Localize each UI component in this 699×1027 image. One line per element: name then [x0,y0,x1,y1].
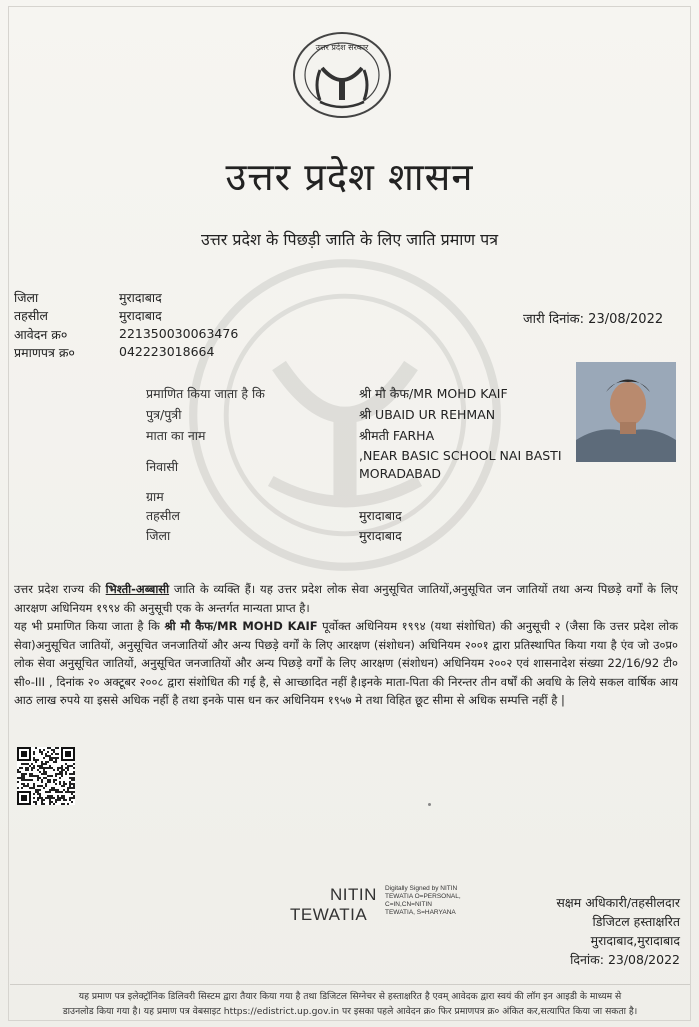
footer-divider [10,984,690,985]
caste-paragraph-end: जाति के व्यक्ति हैं। यह उत्तर प्रदेश लोक सेवा अनुसूचित जातियों,अनुसूचित जन जातियों तथा अन्य पिछड़े वर्गों के लिए आरक्षण अधिनियम १९९४ की अनुसूची एक के अन्तर्गत मान्यता प्राप्त है। [14,582,678,615]
tehsil-label: तहसील [14,308,48,323]
authority-block [500,893,680,969]
signer-name-line2: TEWATIA [290,905,368,924]
details-tehsil-value: मुरादाबाद [359,508,402,523]
certification-name: श्री मौ कैफ/MR MOHD KAIF [164,619,318,633]
applicant-photo [576,362,676,462]
authority-date: दिनांक: 23/08/2022 [570,952,680,967]
authority-digital-signed: डिजिटल हस्ताक्षरित [592,914,680,929]
caste-paragraph [14,580,678,617]
mother-label: माता का नाम [146,428,206,443]
child-of-label: पुत्र/पुत्री [146,407,182,422]
application-number-label: आवेदन क्र० [14,327,68,342]
footer-line2: डाउनलोड किया गया है। यह प्रमाण पत्र वेबसाइट https://edistrict.up.gov.in पर इसका पहले आवेदन क्र० फिर प्रमाणपत्र क्र० अंकित कर,सत्यापित किया जा सकता है। [62,1006,638,1017]
page-title: उत्तर प्रदेश शासन [225,155,474,199]
digital-sign-line3: C=IN,CN=NITIN [385,901,432,908]
person-photo-icon [576,362,676,462]
application-number-value: 221350030063476 [119,326,239,341]
up-government-emblem-icon [290,30,394,120]
caste-name: भिश्ती-अब्बासी [105,582,170,596]
authority-location: मुरादाबाद,मुरादाबाद [590,933,680,948]
resident-address-line2: MORADABAD [359,466,442,481]
district-label: जिला [14,290,39,305]
tehsil-value: मुरादाबाद [119,308,162,323]
certified-label: प्रमाणित किया जाता है कि [146,386,265,401]
mother-name: श्रीमती FARHA [359,428,435,443]
certification-paragraph-start: यह भी प्रमाणित किया जाता है कि [14,619,165,633]
caste-paragraph-start: उत्तर प्रदेश राज्य की [14,582,106,596]
digital-sign-line1: Digitally Signed by NITIN [385,885,458,892]
village-label: ग्राम [146,489,164,504]
details-district-value: मुरादाबाद [359,528,402,543]
certificate-number-label: प्रमाणपत्र क्र० [14,345,75,360]
father-name: श्री UBAID UR REHMAN [359,407,496,422]
certification-paragraph-end: पूर्वोक्त अधिनियम १९९४ (यथा संशोधित) की अनुसूची २ (जैसा कि उत्तर प्रदेश लोक सेवा)अनुसूचित जातियों, अनुसूचित जनजातियों और अन्य पिछड़े वर्गों के लिए आरक्षण (संशोधन) अधिनियम २००१ द्वारा प्रतिस्थापित किया गया है एंव जो उ०प्र० लोक सेवा अनुसूचित जातियों, अनुसूचित जनजातियों और अन्य पिछड़े वर्गों के लिए आरक्षण (संशोधन) अधिनियम २००२ एवं शासनादेश संख्या 22/16/92 टी० सी०-III , दिनांक २० अक्टूबर २००८ द्वारा संशोधित की गई है, से आच्छादित नहीं है।इनके माता-पिता की निरन्तर तीन वर्षों की अवधि के लिये सकल वार्षिक आय आठ लाख रुपये या इससे अधिक नहीं है तथा इनके पास धन कर अधिनियम १९५७ मे तथा विहित छूट सीमा से अधिक सम्पत्ति नहीं है | [14,619,679,707]
resident-label: निवासी [146,459,179,474]
signer-name-line1: NITIN [330,885,377,904]
digital-signature [290,885,490,935]
qr-code-icon [17,747,75,805]
authority-title: सक्षम अधिकारी/तहसीलदार [556,895,680,910]
certificate-number-value: 042223018664 [119,344,215,359]
details-tehsil-label: तहसील [146,508,180,523]
certified-name: श्री मौ कैफ/MR MOHD KAIF [359,386,508,401]
svg-text:उत्तर प्रदेश सरकार: उत्तर प्रदेश सरकार [315,43,369,52]
footer-line1: यह प्रमाण पत्र इलेक्ट्रॉनिक डिलिवरी सिस्टम द्वारा तैयार किया गया है तथा डिजिटल सिग्नेचर से हस्ताक्षरित है एवम् आवेदक द्वारा स्वयं की लॉग इन आइडी के माध्यम से [78,991,622,1002]
scan-dot [428,803,431,806]
issue-date: जारी दिनांक: 23/08/2022 [523,312,664,327]
certification-paragraph [14,617,678,710]
district-value: मुरादाबाद [119,290,162,305]
digital-sign-line2: TEWATIA O=PERSONAL, [385,893,461,900]
footer-note [10,989,690,1019]
certificate-subtitle: उत्तर प्रदेश के पिछड़ी जाति के लिए जाति प्रमाण पत्र [200,230,499,249]
digital-sign-line4: TEWATIA, S=HARYANA [385,909,456,916]
resident-address-line1: ,NEAR BASIC SCHOOL NAI BASTI [359,448,562,463]
details-district-label: जिला [146,528,171,543]
